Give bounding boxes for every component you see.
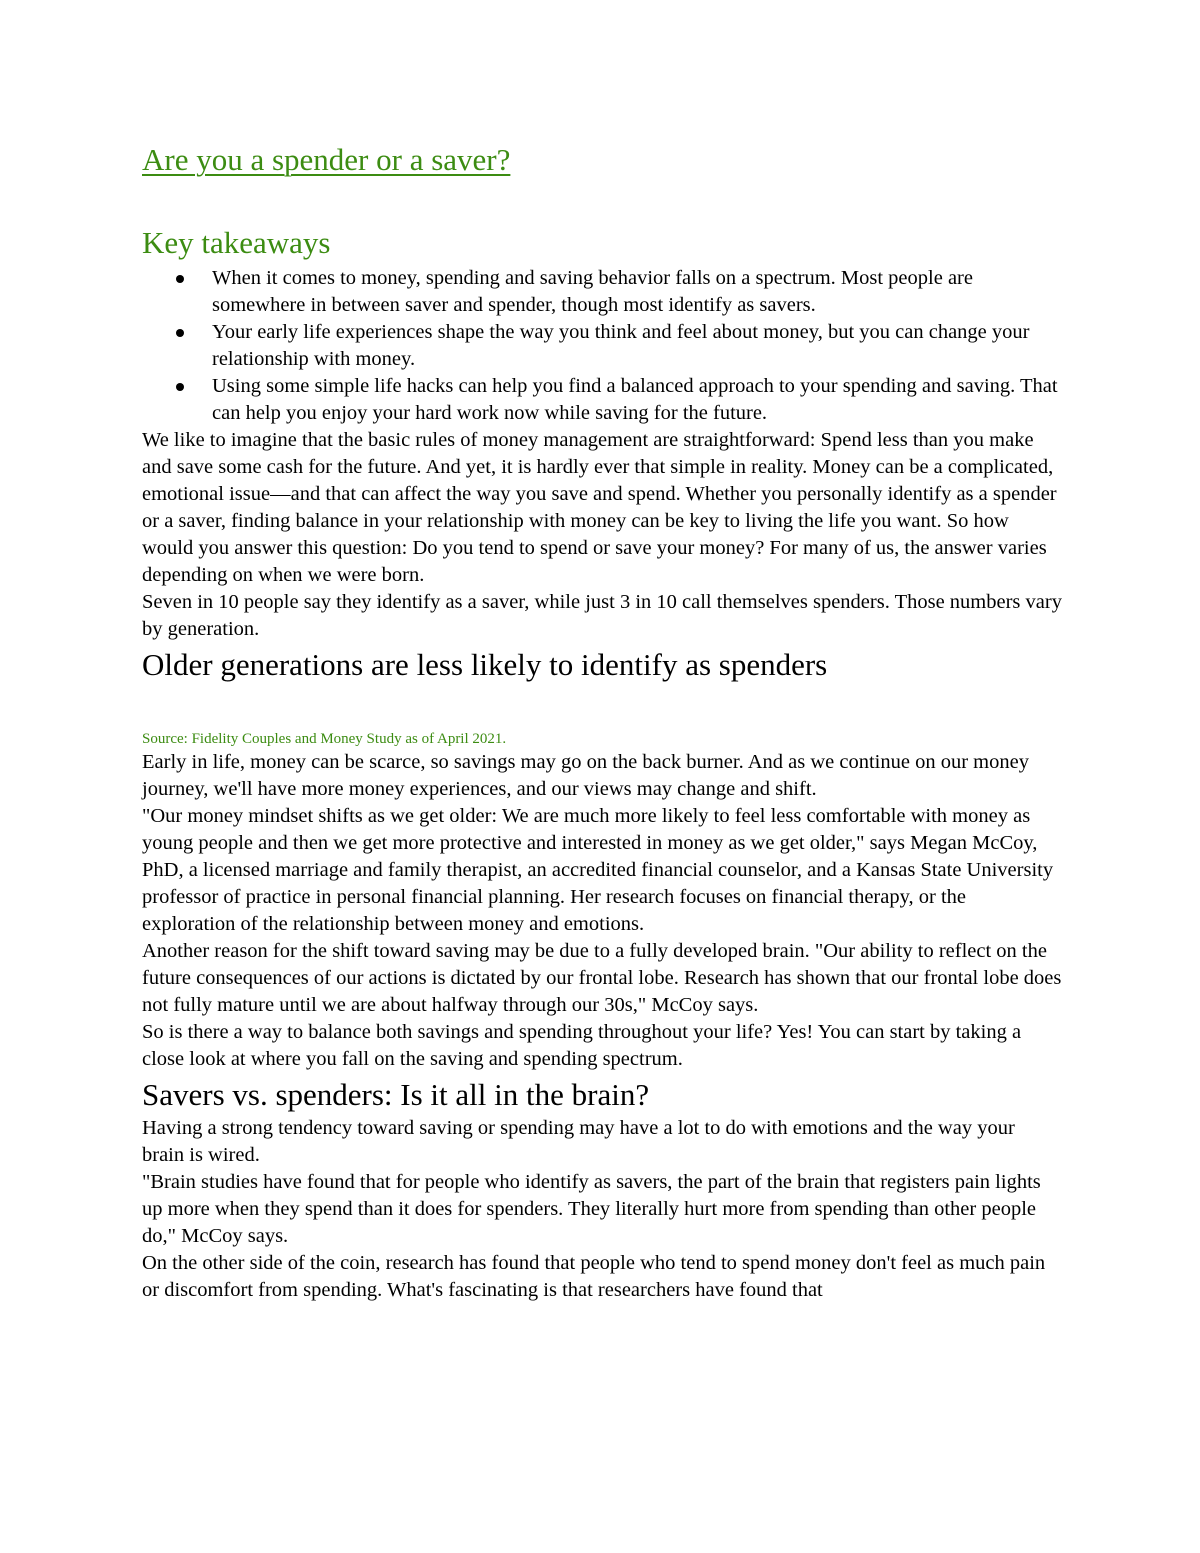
bullet-icon bbox=[176, 329, 184, 337]
key-takeaways-list bbox=[142, 265, 1062, 427]
paragraph-saver-stats: Seven in 10 people say they identify as a saver, while just 3 in 10 call themselves spenders. Those numbers vary by generation. bbox=[142, 591, 1062, 640]
paragraph-frontal-lobe: Another reason for the shift toward saving may be due to a fully developed brain. "Our ability to reflect on the future consequences of our actions is dictated by our frontal lobe. Research has shown that our frontal lobe does not fully mature until we are about halfway through our 30s," McCoy says. bbox=[142, 940, 1062, 1016]
paragraph-balance: So is there a way to balance both savings and spending throughout your life? Yes! You can start by taking a close look at where you fall on the saving and spending spectrum. bbox=[142, 1021, 1022, 1070]
list-item bbox=[142, 265, 1062, 319]
key-takeaways-heading: Key takeaways bbox=[142, 225, 331, 260]
list-item bbox=[142, 319, 1062, 373]
chart-placeholder bbox=[142, 685, 1062, 729]
document-title[interactable]: Are you a spender or a saver? bbox=[142, 142, 511, 177]
bullet-icon bbox=[176, 383, 184, 391]
heading-generations: Older generations are less likely to identify as spenders bbox=[142, 647, 828, 682]
paragraph-early-life: Early in life, money can be scarce, so savings may go on the back burner. And as we continue on our money journey, we'll have more money experiences, and our views may change and shift. bbox=[142, 751, 1029, 800]
source-note: Source: Fidelity Couples and Money Study as of April 2021. bbox=[142, 731, 507, 747]
paragraph-emotions: Having a strong tendency toward saving or spending may have a lot to do with emotions and the way your brain is wired. bbox=[142, 1117, 1015, 1166]
list-item bbox=[142, 373, 1062, 427]
paragraph-intro: We like to imagine that the basic rules of money management are straightforward: Spend less than you make and save some cash for the future. And yet, it is hardly ever that simple in reality. Money can be a complicated, emotional issue—and that can affect the way you save and spend. Whether you personally identify as a spender or a saver, finding balance in your relationship with money can be key to living the life you want. So how would you answer this question: Do you tend to spend or save your money? For many of us, the answer varies depending on when we were born. bbox=[142, 429, 1057, 586]
paragraph-mccoy-quote: "Our money mindset shifts as we get older: We are much more likely to feel less comfortable with money as young people and then we get more protective and interested in money as we get older," says Megan McCoy, PhD, a licensed marriage and family therapist, an accredited financial counselor, and a Kansas State University professor of practice in personal financial planning. Her research focuses on financial therapy, or the exploration of the relationship between money and emotions. bbox=[142, 805, 1054, 935]
takeaway-text: When it comes to money, spending and saving behavior falls on a spectrum. Most people are somewhere in between saver and spender, though most identify as savers. bbox=[212, 267, 973, 316]
paragraph-brain-studies: "Brain studies have found that for people who identify as savers, the part of the brain that registers pain lights up more when they spend than it does for spenders. They literally hurt more from spending than other people do," McCoy says. bbox=[142, 1171, 1041, 1247]
takeaway-text: Your early life experiences shape the way you think and feel about money, but you can change your relationship with money. bbox=[212, 321, 1030, 370]
heading-brain: Savers vs. spenders: Is it all in the brain? bbox=[142, 1077, 650, 1112]
paragraph-other-side: On the other side of the coin, research has found that people who tend to spend money don't feel as much pain or discomfort from spending. What's fascinating is that researchers have found that bbox=[142, 1252, 1046, 1301]
takeaway-text: Using some simple life hacks can help you find a balanced approach to your spending and saving. That can help you enjoy your hard work now while saving for the future. bbox=[212, 375, 1058, 424]
document-body bbox=[142, 265, 1062, 1304]
bullet-icon bbox=[176, 275, 184, 283]
